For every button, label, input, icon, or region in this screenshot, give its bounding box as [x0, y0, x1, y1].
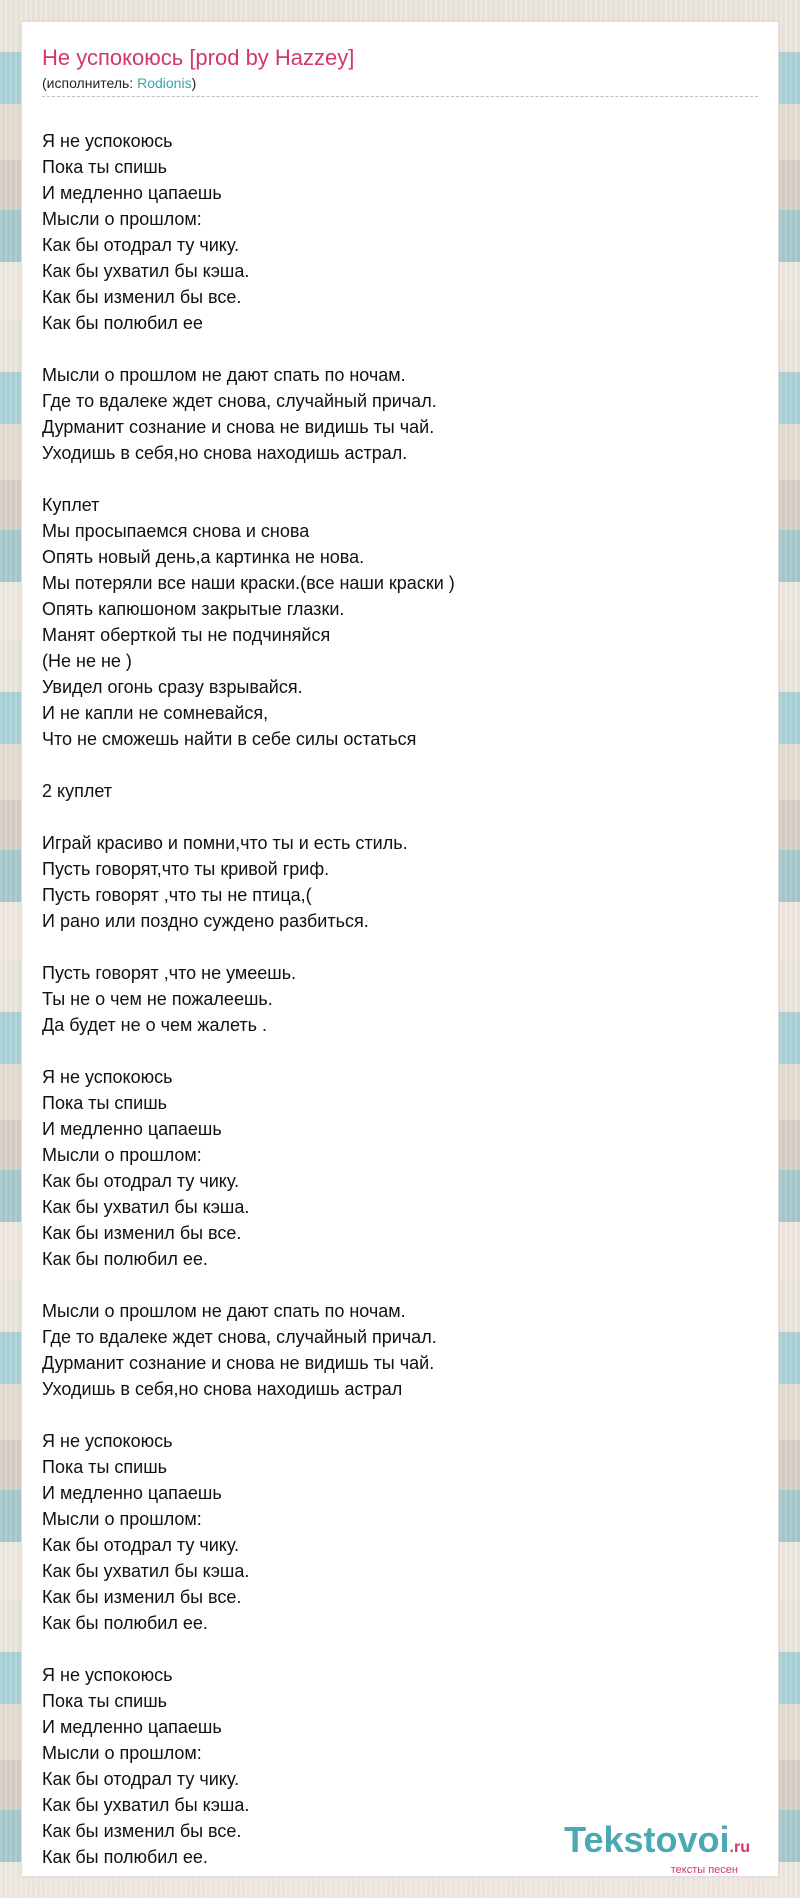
lyric-line: Манят оберткой ты не подчиняйся — [42, 625, 331, 645]
lyric-line: Мысли о прошлом не дают спать по ночам. — [42, 1301, 406, 1321]
lyrics-text — [42, 128, 758, 1870]
lyric-line: И медленно цапаешь — [42, 1717, 222, 1737]
lyric-line: Как бы отодрал ту чику. — [42, 1535, 240, 1555]
song-header — [42, 44, 758, 97]
logo-tld: .ru — [729, 1839, 750, 1856]
lyric-line: (Не не не ) — [42, 651, 132, 671]
lyric-line: Уходишь в себя,но снова находишь астрал — [42, 1379, 403, 1399]
artist-suffix: ) — [191, 75, 197, 91]
lyric-line: Как бы полюбил ее. — [42, 1847, 208, 1867]
lyric-line — [42, 1272, 758, 1298]
lyric-line: Я не успокоюсь — [42, 1431, 173, 1451]
logo-wordmark — [564, 1820, 750, 1868]
lyric-line: Как бы изменил бы все. — [42, 1223, 242, 1243]
lyric-line: Пока ты спишь — [42, 157, 168, 177]
lyric-line: Мысли о прошлом: — [42, 1145, 202, 1165]
lyric-line: Как бы ухватил бы кэша. — [42, 261, 250, 281]
lyric-line: Играй красиво и помни,что ты и есть стиль. — [42, 833, 408, 853]
site-logo[interactable] — [564, 1820, 750, 1876]
lyric-line: Опять новый день,а картинка не нова. — [42, 547, 365, 567]
lyric-line: Как бы полюбил ее — [42, 313, 203, 333]
lyric-line: Где то вдалеке ждет снова, случайный причал. — [42, 391, 437, 411]
lyric-line: Я не успокоюсь — [42, 1665, 173, 1685]
lyric-line: 2 куплет — [42, 781, 112, 801]
artist-prefix: (исполнитель: — [42, 75, 138, 91]
artist-line — [42, 74, 758, 97]
lyric-line: Как бы изменил бы все. — [42, 1821, 242, 1841]
lyric-line: Опять капюшоном закрытые глазки. — [42, 599, 345, 619]
lyric-line: И не капли не сомневайся, — [42, 703, 269, 723]
lyric-line: Увидел огонь сразу взрывайся. — [42, 677, 303, 697]
lyric-line: И медленно цапаешь — [42, 183, 222, 203]
lyric-line: Уходишь в себя,но снова находишь астрал. — [42, 443, 408, 463]
lyric-line: Как бы изменил бы все. — [42, 1587, 242, 1607]
lyric-line — [42, 466, 758, 492]
lyric-line: Что не сможешь найти в себе силы остаться — [42, 729, 417, 749]
lyric-line: Дурманит сознание и снова не видишь ты чай. — [42, 1353, 435, 1373]
lyrics-page-card — [22, 22, 778, 1876]
lyric-line: Как бы отодрал ту чику. — [42, 1171, 240, 1191]
lyric-line: Как бы изменил бы все. — [42, 287, 242, 307]
song-title: Не успокоюсь [prod by Hazzey] — [42, 45, 355, 70]
lyric-line: Мысли о прошлом: — [42, 1509, 202, 1529]
lyric-line: Дурманит сознание и снова не видишь ты чай. — [42, 417, 435, 437]
lyric-line: Я не успокоюсь — [42, 1067, 173, 1087]
lyric-line — [42, 1402, 758, 1428]
lyric-line: Да будет не о чем жалеть . — [42, 1015, 267, 1035]
lyric-line: Как бы отодрал ту чику. — [42, 235, 240, 255]
lyric-line: Мы потеряли все наши краски.(все наши краски ) — [42, 573, 455, 593]
lyric-line — [42, 1038, 758, 1064]
lyric-line: Пусть говорят ,что ты не птица,( — [42, 885, 312, 905]
lyric-line: Как бы ухватил бы кэша. — [42, 1561, 250, 1581]
lyric-line — [42, 934, 758, 960]
lyric-line: Я не успокоюсь — [42, 131, 173, 151]
lyric-line: Как бы ухватил бы кэша. — [42, 1197, 250, 1217]
logo-tagline: тексты песен — [670, 1864, 738, 1876]
lyric-line: Пусть говорят ,что не умеешь. — [42, 963, 297, 983]
lyric-line — [42, 336, 758, 362]
lyric-line: Как бы ухватил бы кэша. — [42, 1795, 250, 1815]
lyric-line: Ты не о чем не пожалеешь. — [42, 989, 273, 1009]
lyric-line: Где то вдалеке ждет снова, случайный причал. — [42, 1327, 437, 1347]
lyric-line — [42, 752, 758, 778]
lyric-line: Пока ты спишь — [42, 1093, 168, 1113]
lyric-line: Пока ты спишь — [42, 1691, 168, 1711]
lyric-line: И рано или поздно суждено разбиться. — [42, 911, 369, 931]
lyric-line: Пока ты спишь — [42, 1457, 168, 1477]
lyric-line — [42, 1636, 758, 1662]
lyric-line: Куплет — [42, 495, 100, 515]
logo-name: Tekstovoi — [564, 1819, 730, 1860]
lyric-line: Как бы полюбил ее. — [42, 1613, 208, 1633]
lyric-line: Мы просыпаемся снова и снова — [42, 521, 310, 541]
artist-link[interactable]: Rodionis — [137, 75, 192, 91]
lyric-line: Мысли о прошлом: — [42, 209, 202, 229]
lyric-line: Как бы отодрал ту чику. — [42, 1769, 240, 1789]
lyric-line: И медленно цапаешь — [42, 1483, 222, 1503]
lyric-line: И медленно цапаешь — [42, 1119, 222, 1139]
lyric-line: Пусть говорят,что ты кривой гриф. — [42, 859, 330, 879]
lyric-line — [42, 804, 758, 830]
lyric-line: Мысли о прошлом: — [42, 1743, 202, 1763]
lyric-line: Как бы полюбил ее. — [42, 1249, 208, 1269]
lyric-line: Мысли о прошлом не дают спать по ночам. — [42, 365, 406, 385]
